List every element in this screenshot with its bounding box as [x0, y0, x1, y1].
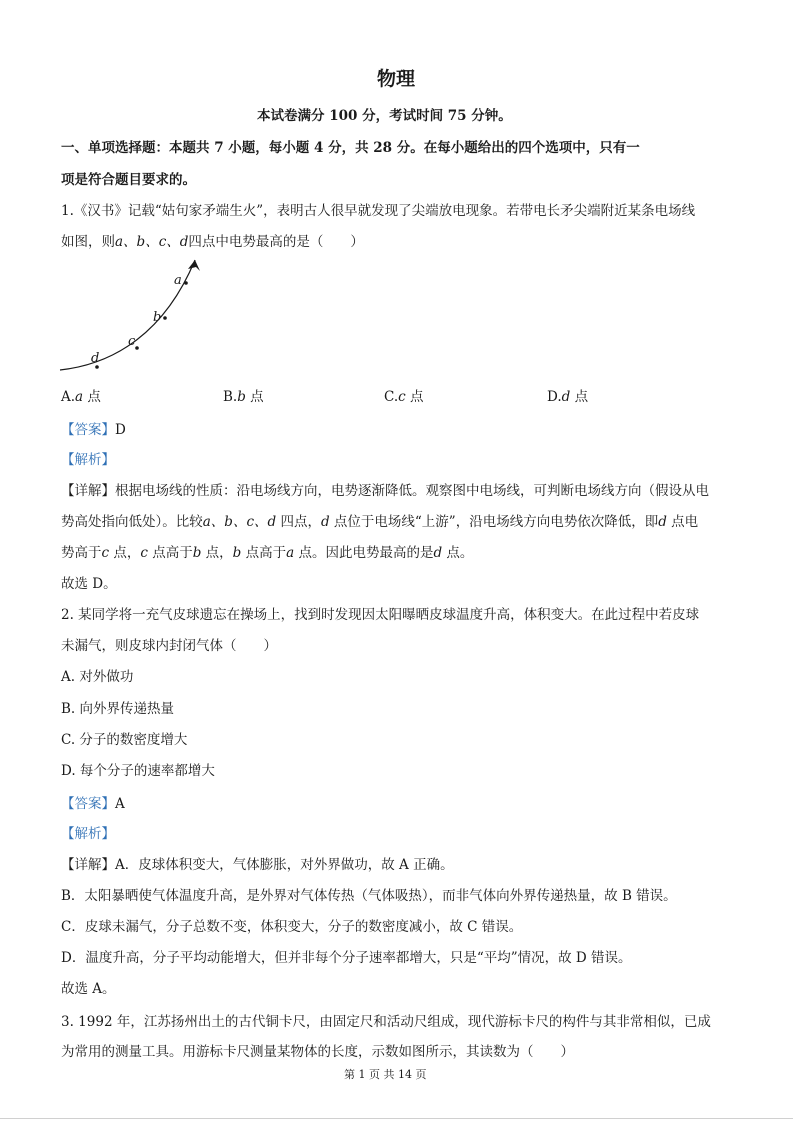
section-heading-line2: 项是符合题目要求的。 — [61, 172, 196, 188]
q2-detail-c: C．皮球未漏气，分子总数不变，体积变大，分子的数密度减小，故 C 错误。 — [61, 919, 523, 935]
point-b-marker — [163, 316, 167, 320]
q1-stem-line1: 1.《汉书》记载“姑句家矛端生火”，表明古人很早就发现了尖端放电现象。若带电长矛尖端附近某条电场线 — [61, 203, 696, 219]
q2-option-b: B. 向外界传递热量 — [61, 701, 175, 717]
answer-tag: 【答案】 — [61, 796, 115, 812]
q1-option-d: D.d 点 — [547, 389, 589, 405]
answer-tag: 【答案】 — [61, 422, 115, 438]
point-b-label: b — [153, 310, 162, 325]
q2-conclusion: 故选 A。 — [61, 981, 116, 997]
q1-stem-pre: 如图，则 — [61, 234, 115, 250]
q2-option-a: A. 对外做功 — [61, 669, 134, 685]
q1-analysis-tag: 【解析】 — [61, 452, 115, 468]
electric-field-line-figure — [55, 252, 215, 382]
q2-option-d: D. 每个分子的速率都增大 — [61, 763, 215, 779]
q1-detail-line2: 势高处指向低处）。比较a、b、c、d 四点，d 点位于电场线“上游”，沿电场线方向电势依次降低，即d 点电 — [61, 514, 699, 530]
section-heading-line1: 一、单项选择题：本题共 7 小题，每小题 4 分，共 28 分。在每小题给出的四个选项中，只有一 — [61, 140, 640, 156]
point-a-label: a — [174, 273, 182, 288]
q2-detail-b: B．太阳暴晒使气体温度升高，是外界对气体传热（气体吸热），而非气体向外界传递热量，故 B 错误。 — [61, 888, 677, 904]
q1-stem-line2 — [61, 232, 364, 252]
q3-stem-line1: 3. 1992 年，江苏扬州出土的古代铜卡尺，由固定尺和活动尺组成，现代游标卡尺的构件与其非常相似，已成 — [61, 1014, 711, 1030]
point-d-label: d — [91, 351, 100, 366]
q1-answer: 【答案】D — [61, 422, 126, 438]
q1-detail-line1: 【详解】根据电场线的性质：沿电场线方向，电势逐渐降低。观察图中电场线，可判断电场线方向（假设从电 — [61, 483, 709, 499]
q1-option-b: B.b 点 — [223, 389, 264, 405]
q2-option-c: C. 分子的数密度增大 — [61, 732, 188, 748]
q2-stem-line2: 未漏气，则皮球内封闭气体（ ） — [61, 638, 277, 654]
q2-answer: 【答案】A — [61, 796, 125, 812]
point-c-label: c — [128, 334, 136, 349]
field-line-arrow-icon — [188, 260, 200, 271]
q2-stem-line1: 2. 某同学将一充气皮球遗忘在操场上，找到时发现因太阳曝晒皮球温度升高，体积变大。在此过程中若皮球 — [61, 607, 700, 623]
page-number-footer: 第 1 页 共 14 页 — [344, 1068, 427, 1081]
q1-detail-line3: 势高于c 点，c 点高于b 点，b 点高于a 点。因此电势最高的是d 点。 — [61, 545, 474, 561]
q2-detail-a: 【详解】A．皮球体积变大，气体膨胀，对外界做功，故 A 正确。 — [61, 857, 454, 873]
q1-stem-post: 四点中电势最高的是（ ） — [188, 234, 364, 250]
q3-stem-line2: 为常用的测量工具。用游标卡尺测量某物体的长度，示数如图所示，其读数为（ ） — [61, 1044, 574, 1060]
q1-option-a: A.a 点 — [61, 389, 101, 405]
q2-analysis-tag: 【解析】 — [61, 826, 115, 842]
q1-option-c: C.c 点 — [384, 389, 424, 405]
point-a-marker — [184, 281, 188, 285]
exam-info: 本试卷满分 100 分，考试时间 75 分钟。 — [257, 108, 512, 124]
page-bottom-divider — [0, 1118, 793, 1119]
q1-stem-vars: a、b、c、d — [115, 234, 189, 250]
q2-detail-d: D．温度升高，分子平均动能增大，但并非每个分子速率都增大，只是“平均”情况，故 D 错误。 — [61, 950, 632, 966]
page-title: 物理 — [377, 68, 416, 90]
q1-conclusion: 故选 D。 — [61, 576, 117, 592]
point-c-marker — [135, 346, 139, 350]
